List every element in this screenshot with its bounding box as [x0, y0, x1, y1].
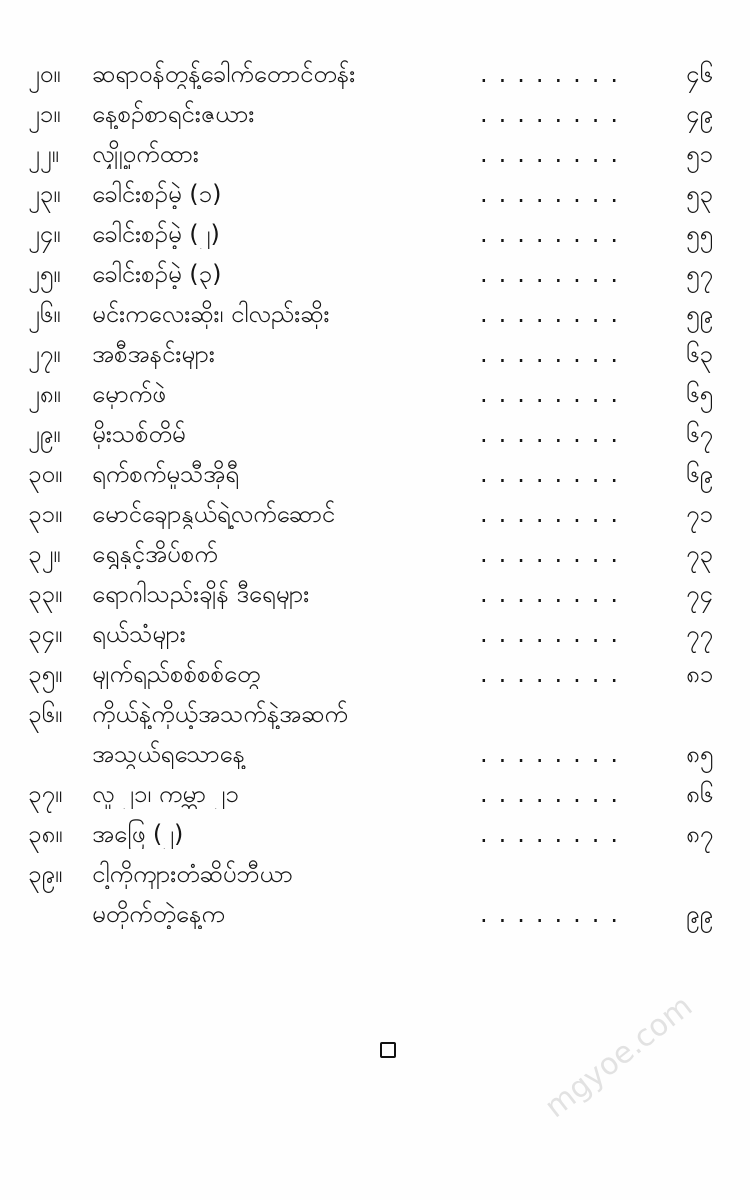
toc-item-title: မှောက်ဖဲ: [92, 380, 166, 408]
toc-item-number: ၃၆။: [28, 700, 63, 728]
toc-row: [0, 215, 750, 255]
toc-item-number: ၃၅။: [28, 660, 63, 688]
toc-item-page-number: ၈၇: [686, 820, 714, 848]
toc-dot-leader: ........: [480, 100, 630, 128]
toc-item-page-number: ၈၅: [686, 740, 714, 768]
toc-item-page-number: ၇၇: [686, 620, 713, 648]
end-mark-square-icon: [380, 1042, 396, 1058]
toc-item-number: ၂၀။: [28, 60, 61, 88]
toc-row: [0, 735, 750, 775]
toc-dot-leader: ........: [480, 620, 630, 648]
toc-item-title: အသွယ်ရသောနေ့: [92, 740, 245, 768]
toc-row: [0, 415, 750, 455]
toc-item-number: ၃၁။: [28, 500, 63, 528]
toc-item-number: ၂၃။: [28, 180, 61, 208]
toc-item-number: ၂၅။: [28, 260, 61, 288]
toc-item-title: ခေါင်းစဉ်မဲ့ (၁): [92, 180, 222, 208]
toc-dot-leader: ........: [480, 540, 630, 568]
toc-item-title: ရွှေနှင့်အိပ်စက်: [92, 540, 218, 568]
toc-row: [0, 295, 750, 335]
toc-item-page-number: ၇၁: [686, 500, 713, 528]
toc-item-number: ၂၈။: [28, 380, 61, 408]
toc-item-number: ၂၂။: [28, 140, 59, 168]
toc-row: [0, 135, 750, 175]
toc-item-page-number: ၅၃: [686, 180, 713, 208]
toc-item-number: ၃၉။: [28, 860, 63, 888]
toc-item-title: လျှို့ဝှက်ထား: [92, 140, 199, 168]
toc-dot-leader: ........: [480, 180, 630, 208]
toc-dot-leader: ........: [480, 820, 630, 848]
toc-item-number: ၃၄။: [28, 620, 63, 648]
toc-dot-leader: ........: [480, 420, 630, 448]
toc-item-number: ၃၀။: [28, 460, 63, 488]
toc-item-page-number: ၇၃: [686, 540, 713, 568]
toc-row: [0, 615, 750, 655]
toc-item-page-number: ၆၇: [686, 420, 713, 448]
toc-row: [0, 95, 750, 135]
toc-item-number: ၂၇။: [28, 340, 61, 368]
toc-item-number: ၂၆။: [28, 300, 61, 328]
toc-item-number: ၃၃။: [28, 580, 63, 608]
toc-dot-leader: ........: [480, 60, 630, 88]
toc-dot-leader: ........: [480, 260, 630, 288]
toc-item-page-number: ၅၇: [686, 260, 713, 288]
toc-item-number: ၃၇။: [28, 780, 63, 808]
toc-item-title: ရယ်သံများ: [92, 620, 186, 648]
toc-item-title: လူ ၂၁၊ ကမ္ဘာ ၂၁: [92, 780, 239, 808]
toc-item-page-number: ၅၉: [686, 300, 713, 328]
toc-item-title: နေ့စဉ်စာရင်းဇယား: [92, 100, 255, 128]
toc-row: [0, 575, 750, 615]
toc-item-title: ခေါင်းစဉ်မဲ့ (၃): [92, 260, 222, 288]
toc-row: [0, 255, 750, 295]
toc-dot-leader: ........: [480, 300, 630, 328]
toc-row: [0, 695, 750, 735]
toc-dot-leader: ........: [480, 220, 630, 248]
toc-row: [0, 455, 750, 495]
toc-item-page-number: ၉၉: [686, 900, 713, 928]
toc-row: [0, 175, 750, 215]
toc-item-number: ၂၉။: [28, 420, 61, 448]
toc-item-title: မောင်ချောနွယ်ရဲ့လက်ဆောင်: [92, 500, 336, 528]
toc-dot-leader: ........: [480, 900, 630, 928]
toc-dot-leader: ........: [480, 500, 630, 528]
toc-dot-leader: ........: [480, 460, 630, 488]
table-of-contents: [0, 55, 750, 935]
toc-item-title: ခေါင်းစဉ်မဲ့ (၂): [92, 220, 220, 248]
toc-item-page-number: ၄၉: [686, 100, 713, 128]
toc-item-number: ၃၈။: [28, 820, 63, 848]
toc-item-page-number: ၈၁: [686, 660, 714, 688]
toc-item-number: ၂၁။: [28, 100, 61, 128]
toc-item-title: မျက်ရည်စစ်စစ်တွေ: [92, 660, 261, 688]
toc-row: [0, 895, 750, 935]
toc-dot-leader: ........: [480, 780, 630, 808]
toc-item-title: ရက်စက်မှုသီအိုရီ: [92, 460, 239, 488]
toc-dot-leader: ........: [480, 580, 630, 608]
toc-item-number: ၂၄။: [28, 220, 61, 248]
toc-dot-leader: ........: [480, 380, 630, 408]
toc-item-page-number: ၆၉: [686, 460, 713, 488]
toc-item-page-number: ၄၆: [686, 60, 713, 88]
toc-dot-leader: ........: [480, 740, 630, 768]
toc-row: [0, 815, 750, 855]
toc-item-title: အဖြေ (၂): [92, 820, 184, 848]
toc-item-title: မတိုက်တဲ့နေ့က: [92, 900, 225, 928]
toc-row: [0, 335, 750, 375]
toc-row: [0, 375, 750, 415]
toc-row: [0, 655, 750, 695]
toc-item-page-number: ၅၅: [686, 220, 713, 248]
toc-row: [0, 855, 750, 895]
toc-item-title: မိုးသစ်တိမ်: [92, 420, 186, 448]
toc-item-title: မင်းကလေးဆိုး၊ ငါလည်းဆိုး: [92, 300, 330, 328]
toc-item-page-number: ၈၆: [686, 780, 714, 808]
toc-item-page-number: ၇၄: [686, 580, 713, 608]
toc-item-title: ကိုယ်နဲ့ကိုယ့်အသက်နဲ့အဆက်: [92, 700, 348, 728]
toc-row: [0, 495, 750, 535]
watermark: mgyoe.com: [538, 988, 700, 1125]
toc-item-page-number: ၆၃: [686, 340, 713, 368]
toc-item-page-number: ၅၁: [686, 140, 713, 168]
toc-item-title: အစီအနင်းများ: [92, 340, 215, 368]
toc-dot-leader: ........: [480, 140, 630, 168]
toc-item-number: ၃၂။: [28, 540, 61, 568]
toc-dot-leader: ........: [480, 340, 630, 368]
toc-dot-leader: ........: [480, 660, 630, 688]
toc-row: [0, 775, 750, 815]
toc-row: [0, 535, 750, 575]
toc-row: [0, 55, 750, 95]
toc-item-page-number: ၆၅: [686, 380, 713, 408]
toc-item-title: ဆရာဝန်တွန့်ခေါက်တောင်တန်း: [92, 60, 356, 88]
toc-item-title: ငါ့ကိုကျားတံဆိပ်ဘီယာ: [92, 860, 293, 888]
toc-item-title: ရောဂါသည်းချိန် ဒီရေများ: [92, 580, 310, 608]
